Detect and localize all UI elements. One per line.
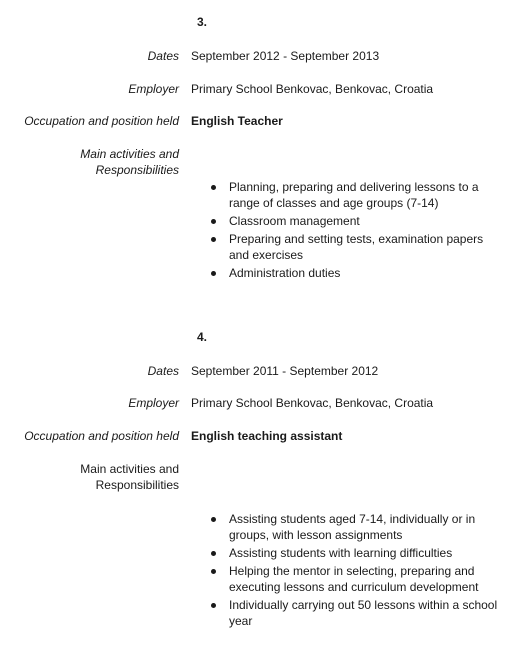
list-item: Helping the mentor in selecting, preparing and executing lessons and curriculum development <box>229 563 499 595</box>
bullet-icon <box>211 603 216 608</box>
bullet-icon <box>211 551 216 556</box>
activities-label-line-2: Responsibilities <box>95 163 179 177</box>
bullet-icon <box>211 569 216 574</box>
activities-list <box>229 179 499 283</box>
activities-label-line-1: Main activities and <box>80 147 179 161</box>
employer-label: Employer <box>128 82 179 96</box>
list-item: Assisting students with learning difficulties <box>229 545 499 561</box>
occupation-label: Occupation and position held <box>24 429 179 443</box>
list-item: Administration duties <box>229 265 499 281</box>
bullet-icon <box>211 517 216 522</box>
bullet-icon <box>211 219 216 224</box>
list-item: Planning, preparing and delivering lessons to a range of classes and age groups (7-14) <box>229 179 499 211</box>
dates-value: September 2011 - September 2012 <box>191 364 379 378</box>
activities-label-line-2: Responsibilities <box>95 478 179 492</box>
employer-label: Employer <box>128 396 179 410</box>
dates-value: September 2012 - September 2013 <box>191 49 380 63</box>
activities-label-line-1: Main activities and <box>80 462 179 476</box>
entry-number: 3. <box>197 15 208 29</box>
employer-value: Primary School Benkovac, Benkovac, Croatia <box>191 396 434 410</box>
occupation-value: English Teacher <box>191 114 283 128</box>
entry-number: 4. <box>197 330 208 344</box>
activities-list <box>229 511 499 631</box>
list-item: Classroom management <box>229 213 499 229</box>
dates-label: Dates <box>147 364 179 378</box>
list-item: Preparing and setting tests, examination papers and exercises <box>229 231 499 263</box>
employer-value: Primary School Benkovac, Benkovac, Croatia <box>191 82 434 96</box>
occupation-label: Occupation and position held <box>24 114 179 128</box>
bullet-icon <box>211 237 216 242</box>
dates-label: Dates <box>147 49 179 63</box>
bullet-icon <box>211 271 216 276</box>
occupation-value: English teaching assistant <box>191 429 343 443</box>
list-item: Assisting students aged 7-14, individually or in groups, with lesson assignments <box>229 511 499 543</box>
list-item: Individually carrying out 50 lessons within a school year <box>229 597 499 629</box>
bullet-icon <box>211 185 216 190</box>
